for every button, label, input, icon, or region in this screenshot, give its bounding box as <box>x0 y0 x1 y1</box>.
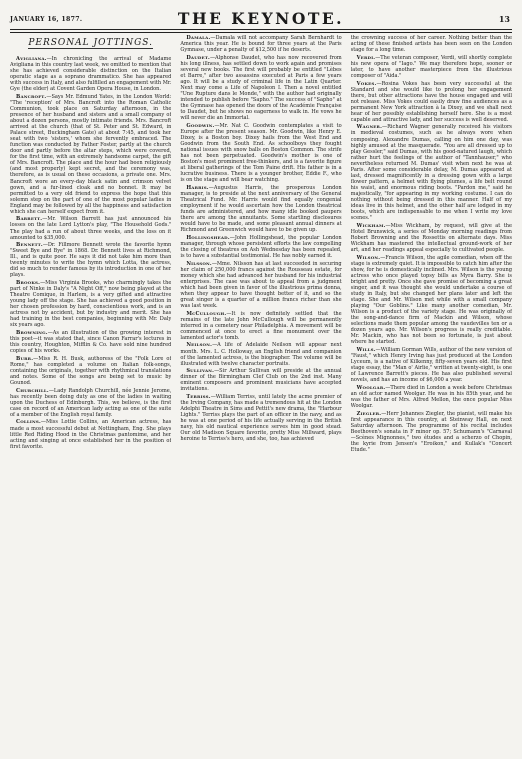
jotting-keyword: Bennett. <box>16 242 43 249</box>
jotting-paragraph <box>180 123 341 183</box>
jotting-text: —A life of Adelaide Neilson will appear next month. Mrs. L. C. Holloway, an English friend and companion of the lamented actress, is the biographer. The volume will be illustrated with twelve character portraits. <box>180 342 342 367</box>
jotting-keyword: Goodwin. <box>186 122 215 129</box>
jotting-paragraph <box>180 35 341 53</box>
jotting-text: —Augustus Harris, the prosperous London manager, is to preside at the next anniversary of the General Theatrical Fund. Mr. Harris would find equally congenial employment if he would ascertain how the London theatrical funds are administered, and how many idle booked paupers there are among the annuitants. Some startling disclosures would have to be made, and some pleasant annual dinners at Richmond and Greenwich would have to be given up. <box>180 184 342 234</box>
jotting-text: —It is now definitely settled that the remains of the late John McCullough will be permanently interred in a cemetery near Philadelphia. A movement will be commenced at once to erect a fine monument over the lamented actor's tomb. <box>180 310 342 341</box>
jotting-keyword: Vokes. <box>356 80 377 87</box>
jotting-keyword: Wills. <box>356 346 376 353</box>
article-columns <box>10 35 512 754</box>
jotting-keyword: Sullivan. <box>186 368 215 375</box>
jotting-keyword: Avigliana. <box>16 56 47 62</box>
jotting-keyword: Wilson. <box>356 254 381 261</box>
jotting-paragraph <box>180 261 341 309</box>
jotting-paragraph <box>351 55 512 79</box>
column-3 <box>351 35 512 754</box>
jotting-paragraph <box>180 311 341 341</box>
jotting-paragraph <box>180 55 341 122</box>
masthead-title: THE KEYNOTE. <box>177 9 345 28</box>
jotting-paragraph <box>351 255 512 346</box>
jotting-text: —Miss Lottie Collins, an American actress, has made a most successful debut at Nottingham, Eng. She plays little Red Riding Hood in the Christmas pantomime, and her acting and singing at once established her in the position of first favorite. <box>10 419 172 450</box>
header-rule <box>10 29 512 33</box>
jotting-keyword: Browning. <box>16 330 48 337</box>
jotting-paragraph <box>180 368 341 392</box>
jotting-text: —In chronicling the arrival of Madame Avigliana in this country last week, we omitted to mention that she has achieved considerable distinction on the Italian operatic stage as a soprano drammatico. She has appeared with success in Italy, and also fulfilled an engagement with Mr. Gye (the elder) at Covent Garden Opera House, in London. <box>10 56 172 93</box>
jotting-paragraph <box>10 280 171 328</box>
jotting-text: —William Terriss, until lately the acme premier of the Irving Company, has made a tremendous hit at the London Adelphi Theatre in Sims and Pettit's new drama, the "Harbour Lights." Terriss plays the part of an officer in the navy, and as he was at one period of his life actually serving in the British navy, his old nautical experience serves him in good stead. Our old Madison Square favorite, pretty Miss Millward, plays heroine to Terriss's hero, and she, too, has achieved <box>180 394 342 443</box>
jotting-text: —Mr. Wilson Barrett has just announced his losses on the late Lord Lytton's play, "The Household Gods." The play had a run of about three weeks, and the loss on it amounted to $35,000. <box>10 216 172 241</box>
jotting-text: the crowning success of her career. Nothing better than the acting of these finished artists has been seen on the London stage for a long time. <box>350 35 512 54</box>
jotting-paragraph <box>180 235 341 259</box>
section-heading <box>10 38 171 48</box>
jotting-text: —Lady Randolph Churchill, née Jennie Jerome, has recently been doing duty as one of the ladies in waiting upon the Duchess of Edinburgh. This, we believe, is the first case on record of an American lady acting as one of the suite of a member of the English royal family. <box>10 387 172 418</box>
jotting-text: —The veteran composer, Verdi, will shortly complete his new opera of "Iago." We may therefore hope, sooner or later, to have another masterpiece from the illustrious composer of "Aida." <box>350 54 512 79</box>
jotting-keyword: Barrett. <box>16 216 43 223</box>
jotting-text: —Miss Virginia Brooks, who charmingly takes the part of Ninke in Daly's "A Night Off," now being played at the Theatre Comique, in Harlem, is a very gifted and attractive young lady off the stage. She has achieved a good position in her chosen profession by hard, conscientious work, and is an actress not by accident, but by industry and merit. She has had training in the best companies, beginning with Mr. Daly six years ago. <box>10 280 172 329</box>
jotting-text: —Francis Wilson, the agile comedian, when off the stage is extremely quiet. It is impossible to catch him after the show, for he is domestically inclined. Mrs. Wilson is the young actress who once played topsy bills as Myra Barry. She is bright and pretty. Once she gave promise of becoming a great singer, and it was thought she would undertake a course of study in Italy, but she changed her plans later and left the stage. She and Mr. Wilson met while with a small company playing "Our Goblins." Like many another comedian, Mr. Wilson is a product of the variety stage. He was originally of the song-and-dance firm of Mackin and Wilson, whose selections made them popular among the vaudevilles ten or a dozen years ago. Mr. Wilson's progress is really creditable. Mr. Mackin, who has not been so fortunate, is just about where he started. <box>350 254 512 346</box>
jotting-keyword: McCullough. <box>186 310 227 317</box>
jotting-text: —Mr. Nat C. Goodwin contemplates a visit to Europe after the present season. Mr. Goodwin, like Henry E. Dixey, is a Boston boy. Dixey hails from the West End and Goodwin from the South End. As schoolboys they fought national issues with snow balls on Boston Common. The strife has not been perpetuated. Goodwin's mother is one of Boston's most prominent free-thinkers, and is a favorite figure at liberal gatherings of the Tom Paine drift. His father is in a lucrative business. There is a younger brother, Eddie F., who is on the stage and will bear watching. <box>180 122 342 184</box>
jotting-keyword: Bancroft. <box>16 93 47 100</box>
jotting-paragraph <box>10 216 171 240</box>
jotting-paragraph <box>351 385 512 409</box>
jotting-paragraph <box>180 185 341 233</box>
column-1 <box>10 35 171 754</box>
jotting-text: —Dr. Fillmore Bennett wrote the favorite hymn "Sweet Bye and Bye" in 1868. Dr. Bennett lives at Richmond, Ill., and is quite poor. He says it did not take him more than twenty minutes to write the hymn which Lotta, the actress, did so much to render famous by its introduction in one of her plays. <box>10 242 172 279</box>
section-heading-text: PERSONAL JOTTINGS. <box>28 38 153 48</box>
jotting-text: —Alphonse Daudet, who has now recovered from his long illness, has settled down to work again and promises several new books. The first will probably be entitled "Lèbes et Barre," after two assassins executed at Paris a few years ago. It will be a study of criminal life in the Latin Quarter. Next may come a Life of Napoleon I. Then a novel entitled "Une Rupture dans le Monde," with the author had originally intended to publish before "Sapho." The success of "Sapho" at the Gymnase has opened the doors of the Académie Française to Daudet, but he shows no eagerness to walk in. He vows he will never die an Immortal. <box>180 54 342 122</box>
jotting-paragraph <box>351 347 512 383</box>
jotting-keyword: Nilsson. <box>186 260 212 267</box>
jotting-keyword: Terriss. <box>186 394 211 401</box>
jotting-paragraph <box>10 94 171 215</box>
jotting-keyword: Brooks. <box>16 280 41 287</box>
jotting-text: —Miss Wickham, by request, will give at the Hotel Brunswick, a series of Monday morning readings from Robert Browning and the Rossettis on alternate days. Miss Wickham has mastered the intellectual ground-work of her art, and her readings appeal especially to cultivated people. <box>350 222 512 253</box>
jotting-paragraph <box>10 242 171 278</box>
jotting-text: —Mme. Nilsson has at last succeeded in securing her claim of 250,000 francs against the Rousseau estate, for money which she had advanced her husband for his industrial enterprises. The case was about to appeal from a judgment which had been given in favor of the illustrious prima donna, when they appear to have thought better of it, and so the great singer is a quarter of a million francs richer than she was last week. <box>180 260 342 309</box>
jotting-keyword: Hollingshead. <box>186 234 230 241</box>
jotting-keyword: Woolgar. <box>356 384 386 391</box>
jotting-paragraph <box>10 56 171 92</box>
jotting-paragraph <box>351 411 512 453</box>
jotting-paragraph <box>10 330 171 354</box>
jotting-paragraph <box>10 388 171 418</box>
jotting-paragraph <box>180 342 341 366</box>
jotting-text: —Damala will not accompany Sarah Bernhardt to America this year. He is bound for three years at the Paris Gymnase, under a penalty of $12,500 if he deserts. <box>180 35 342 54</box>
jotting-paragraph <box>351 81 512 123</box>
issue-date: JANUARY 16, 1877. <box>10 16 83 23</box>
newspaper-page <box>10 8 512 754</box>
jotting-keyword: Ziegler. <box>356 410 382 417</box>
jotting-keyword: Neilson. <box>186 342 213 349</box>
jotting-keyword: Collins. <box>16 419 41 426</box>
jotting-paragraph <box>351 35 512 53</box>
jotting-keyword: Churchill. <box>16 387 49 394</box>
jotting-keyword: Daudet. <box>186 54 210 61</box>
jotting-keyword: Damala. <box>186 35 211 41</box>
jotting-paragraph <box>10 356 171 386</box>
jotting-text: —As an illustration of the growing interest in this poet—it was stated that, since Canon Farrar's lectures in this country, Houghton, Mifflin & Co. have sold nine hundred copies of his works. <box>10 330 172 355</box>
jotting-keyword: Wagner. <box>356 124 383 131</box>
jotting-paragraph <box>351 124 512 221</box>
jotting-text: —Says Mr. Edmund Yates, in the London World: "The 'reception' of Mrs. Bancroft into the Roman Catholic Communion, took place on Saturday afternoon, in the presence of her husband and sisters and a small company of about a dozen persons, mostly intimate friends. Mrs. Bancroft arrived at the church (that of St. Peter and St. Edward, in Palace street, Buckingham Gate) at about 7:45, and took her seat with two 'sisters,' whom she fervently embraced. The function was conducted by Father Foster, partly at the church door and partly before the altar steps, which were covered, for the first time, with an extremely handsome carpet, the gift of Mrs. Bancroft. The place and the hour had been religiously (and most properly) kept secret, and the ceremony was, therefore, as is usual on these occasions, a private one. Mrs. Bancroft wore an every-day black satin and crimson velvet gown, and a fur-lined cloak and no bonnet. It may be permitted to a very old friend to express the hope that this solemn step on the part of one of the most popular ladies in England may be followed by all the happiness and satisfaction which she can herself expect from it. <box>10 93 172 215</box>
jotting-keyword: Verdi. <box>356 54 376 61</box>
jotting-text: —Miss R. H. Busk, authoress of the "Folk Lore of Rome," has completed a volume on Italian folk-songs, containing the originals, together with rhythmical translations and notes. Some of the songs are being set to music by Gounod. <box>10 355 172 386</box>
jotting-keyword: Wickham. <box>356 222 386 229</box>
jotting-text: —Richard Wagner generally received his visitors in medieval costumes, such as he always wore when composing. Alexandre Dumas, calling on him one day, was highly amused at the masquerade. "You are all dressed up to play Gessler," said Dumas, with his good-natured laugh, which rather hurt the feelings of the author of "Tannhauser," who nevertheless returned M. Dumas' visit when next he was at Paris. After some considerable delay, M. Dumas appeared at last, dressed magnificently in a dressing gown with a large flower pattern, a helmet with flying plumes, a life belt round his waist, and enormous riding boots. "Pardon me," said he majestically, "for appearing in my working costume. I can do nothing without being dressed in this manner. Half of my ideas live in this helmet, and the other half are lodged in my boots, which are indispensable to me when I write my love scenes." <box>350 124 512 222</box>
page-header <box>10 8 512 30</box>
jotting-text: —Rosina Vokes has been very successful at the Standard and she would like to prolong her engagement there, but other attractions have the house engaged and will not release. Miss Vokes could easily draw fine audiences as a permanent New York attraction à la Dixey, and we shall next hear of her possibly establishing herself here. She is a most capable and attractive lady, and her success is well deserved. <box>350 80 512 123</box>
column-2 <box>180 35 341 754</box>
jotting-text: —Sir Arthur Sullivan will preside at the annual dinner of the Birmingham Clef Club on the 2nd inst. Many eminent composers and prominent musicians have accepted invitations. <box>180 368 342 393</box>
jotting-keyword: Burr. <box>16 355 34 362</box>
jotting-text: —William Gorman Wills, author of the new version of "Faust," which Henry Irving has just produced at the London Lyceum, is a native of Kilkenny, fifty-seven years old. His first stage essay, the "Man o' Airlie," written at twenty-eight, is one of Lawrence Barrett's pieces. He has also published several novels, and has an income of $6,000 a year. <box>350 346 512 384</box>
jotting-paragraph <box>10 419 171 449</box>
jotting-text: —John Hollingshead, the popular London manager, through whose persistent efforts the law compelling the closing of theatres on Ash Wednesday has been repealed, is to have a substantial testimonial. He has nobly earned it. <box>180 234 342 260</box>
jotting-text: —There died in London a week before Christmas an old actor named Woolgar. He was in his 85th year, and he was the father of Mrs. Alfred Mellon, the once popular Miss Woolgar. <box>350 384 512 409</box>
page-number: 13 <box>498 14 510 24</box>
jotting-paragraph <box>180 394 341 442</box>
jotting-paragraph <box>351 223 512 253</box>
jotting-keyword: Harris. <box>186 184 209 191</box>
jotting-text: —Herr Johannes Ziegler, the pianist, will make his first appearance in this country, at Steinway Hall, on next Saturday afternoon. The programme of his recital includes Beethoven's sonata in F minor op. 57; Schumann's "Carnaval—Scènes Mignonnes," two études and a scherzo of Chopin, the kyrie from Jensen's "Eroikon," and Kullak's "Concert Etude." <box>350 410 512 453</box>
